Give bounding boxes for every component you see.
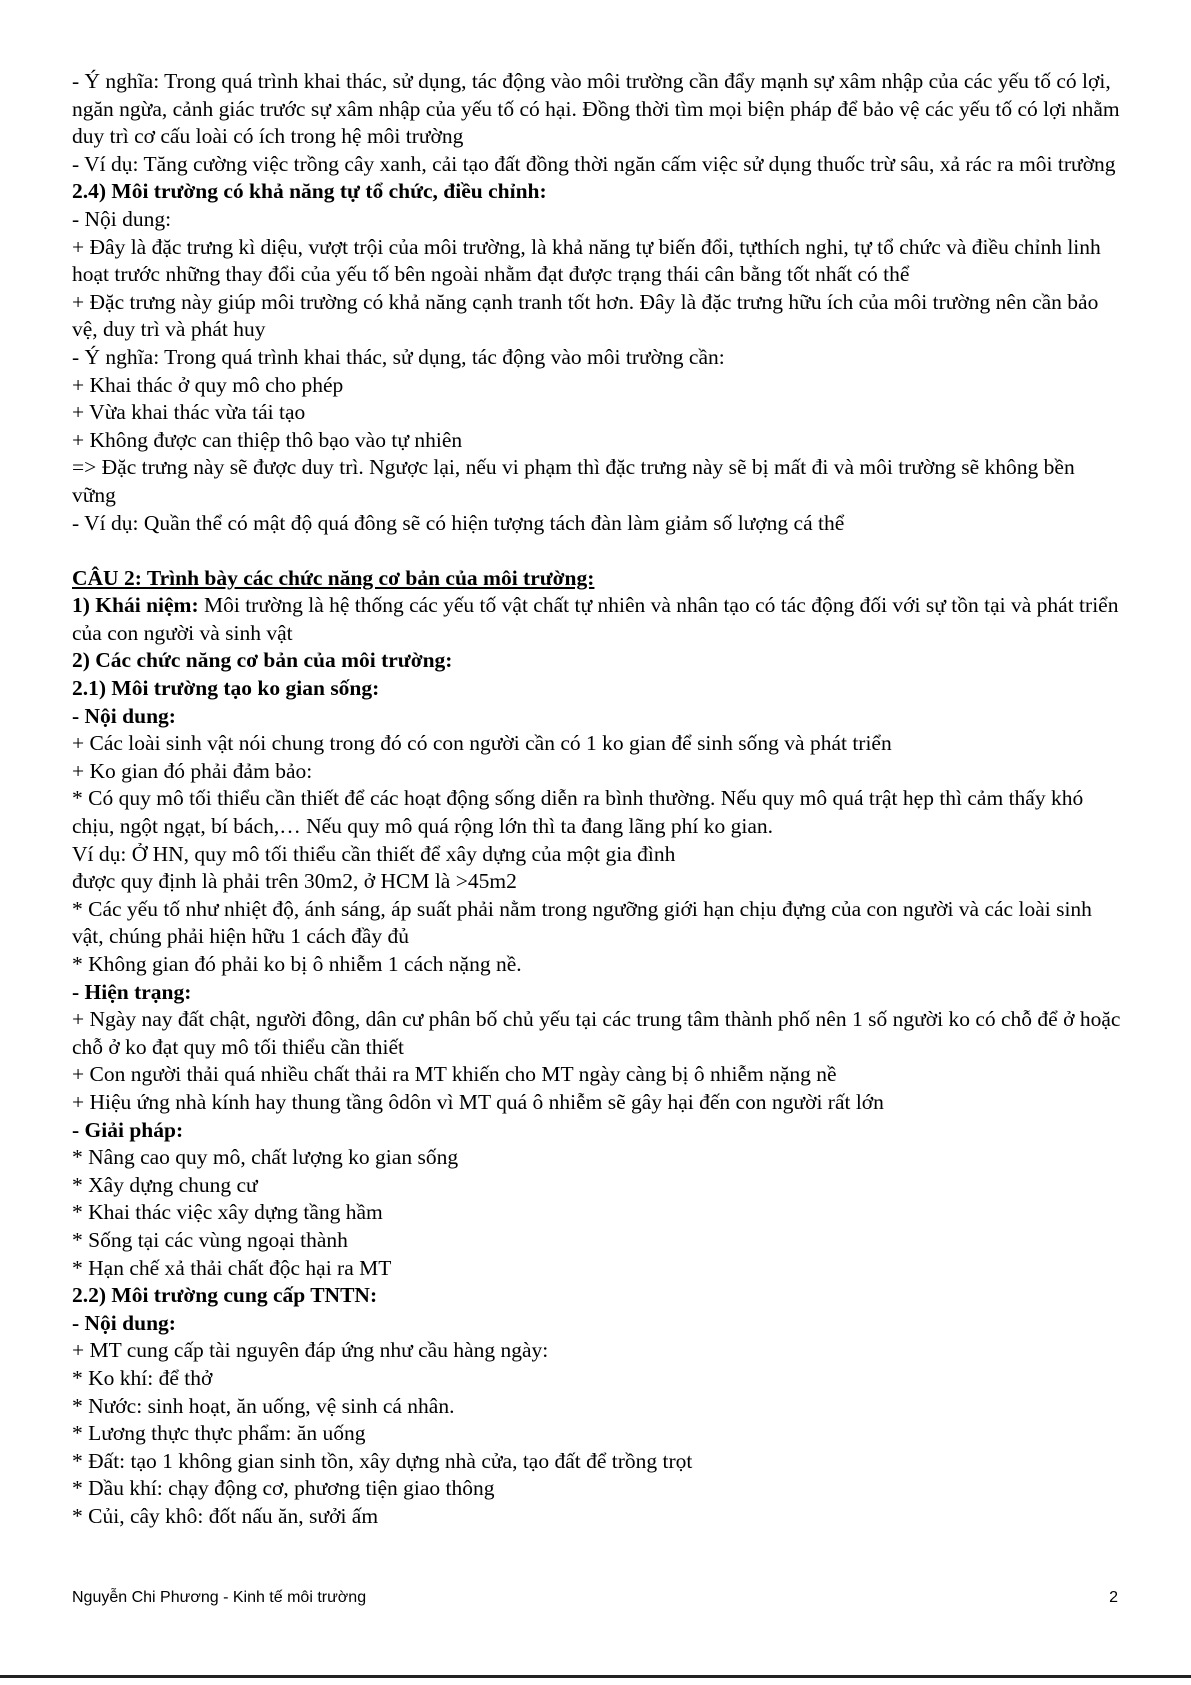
- page-number: 2: [1109, 1589, 1118, 1606]
- blank-line: [72, 537, 1122, 565]
- paragraph: * Khai thác việc xây dựng tầng hầm: [72, 1200, 383, 1225]
- paragraph: * Có quy mô tối thiểu cần thiết để các hoạt động sống diễn ra bình thường. Nếu quy mô quá trật hẹp thì cảm thấy khó chịu, ngột ngạt, bí bách,… Nếu quy mô quá rộng lớn thì ta đang lãng phí ko gian.: [72, 786, 1084, 839]
- paragraph: Ví dụ: Ở HN, quy mô tối thiểu cần thiết để xây dựng của một gia đình: [72, 841, 676, 866]
- paragraph: + Không được can thiệp thô bạo vào tự nhiên: [72, 427, 463, 452]
- paragraph-text: Môi trường là hệ thống các yếu tố vật chất tự nhiên và nhân tạo có tác động đối với sự tồn tại và phát triển của con người và sinh vật: [72, 593, 1119, 645]
- paragraph: + Đây là đặc trưng kì diệu, vượt trội của môi trường, là khả năng tự biến đổi, tựthích nghi, tự tổ chức và điều chỉnh linh hoạt trước những thay đổi của yếu tố bên ngoài nhằm đạt được trạng thái cân bằng tốt nhất có thể: [72, 234, 1101, 287]
- question-heading: CÂU 2: Trình bày các chức năng cơ bản của môi trường:: [72, 565, 595, 590]
- paragraph: + Các loài sinh vật nói chung trong đó có con người cần có 1 ko gian để sinh sống và phát triển: [72, 731, 892, 756]
- document-body: [72, 68, 1122, 1530]
- paragraph: * Các yếu tố như nhiệt độ, ánh sáng, áp suất phải nằm trong ngưỡng giới hạn chịu đựng của con người và các loài sinh vật, chúng phải hiện hữu 1 cách đầy đủ: [72, 896, 1092, 949]
- paragraph: được quy định là phải trên 30m2, ở HCM là >45m2: [72, 869, 517, 894]
- paragraph: * Lương thực thực phẩm: ăn uống: [72, 1421, 366, 1446]
- section-heading: - Nội dung:: [72, 703, 176, 728]
- paragraph: - Nội dung:: [72, 206, 172, 231]
- section-heading: - Hiện trạng:: [72, 979, 192, 1004]
- paragraph: * Sống tại các vùng ngoại thành: [72, 1227, 348, 1252]
- paragraph: + Khai thác ở quy mô cho phép: [72, 372, 344, 397]
- section-heading: - Giải pháp:: [72, 1117, 184, 1142]
- paragraph: + Hiệu ứng nhà kính hay thung tầng ôdôn vì MT quá ô nhiễm sẽ gây hại đến con người rất lớn: [72, 1089, 884, 1114]
- section-heading: - Nội dung:: [72, 1310, 176, 1335]
- paragraph: * Củi, cây khô: đốt nấu ăn, sưởi ấm: [72, 1503, 379, 1528]
- paragraph: + Ngày nay đất chật, người đông, dân cư phân bố chủ yếu tại các trung tâm thành phố nên 1 số người ko có chỗ để ở hoặc chỗ ở ko đạt quy mô tối thiểu cần thiết: [72, 1007, 1121, 1059]
- paragraph: * Nước: sinh hoạt, ăn uống, vệ sinh cá nhân.: [72, 1393, 455, 1418]
- paragraph: + Đặc trưng này giúp môi trường có khả năng cạnh tranh tốt hơn. Đây là đặc trưng hữu ích của môi trường nên cần bảo vệ, duy trì và phát huy: [72, 289, 1099, 342]
- paragraph: + MT cung cấp tài nguyên đáp ứng như cầu hàng ngày:: [72, 1338, 549, 1363]
- paragraph: - Ví dụ: Quần thể có mật độ quá đông sẽ có hiện tượng tách đàn làm giảm số lượng cá thể: [72, 510, 845, 535]
- bold-lead: 1) Khái niệm:: [72, 593, 199, 618]
- paragraph: * Ko khí: để thở: [72, 1365, 213, 1390]
- paragraph: * Đất: tạo 1 không gian sinh tồn, xây dựng nhà cửa, tạo đất để trồng trọt: [72, 1448, 693, 1473]
- paragraph: * Không gian đó phải ko bị ô nhiễm 1 cách nặng nề.: [72, 952, 522, 976]
- paragraph: + Vừa khai thác vừa tái tạo: [72, 400, 306, 425]
- paragraph: + Con người thải quá nhiều chất thải ra MT khiến cho MT ngày càng bị ô nhiễm nặng nề: [72, 1062, 837, 1087]
- page-bottom-rule: [0, 1675, 1191, 1678]
- paragraph: => Đặc trưng này sẽ được duy trì. Ngược lại, nếu vi phạm thì đặc trưng này sẽ bị mất đi và môi trường sẽ không bền vững: [72, 455, 1075, 507]
- section-heading: 2.4) Môi trường có khả năng tự tổ chức, điều chỉnh:: [72, 179, 547, 204]
- paragraph: - Ý nghĩa: Trong quá trình khai thác, sử dụng, tác động vào môi trường cần:: [72, 344, 725, 369]
- footer-author: Nguyễn Chi Phương - Kinh tế môi trường: [72, 1589, 367, 1606]
- section-heading: 2.2) Môi trường cung cấp TNTN:: [72, 1283, 378, 1308]
- paragraph: - Ví dụ: Tăng cường việc trồng cây xanh, cải tạo đất đồng thời ngăn cấm việc sử dụng thuốc trừ sâu, xả rác ra môi trường: [72, 151, 1116, 176]
- section-heading: 2) Các chức năng cơ bản của môi trường:: [72, 648, 453, 673]
- paragraph: [72, 592, 1122, 647]
- section-heading: 2.1) Môi trường tạo ko gian sống:: [72, 676, 380, 701]
- paragraph: - Ý nghĩa: Trong quá trình khai thác, sử dụng, tác động vào môi trường cần đẩy mạnh sự xâm nhập của các yếu tố có lợi, ngăn ngừa, cảnh giác trước sự xâm nhập của yếu tố có hại. Đồng thời tìm mọi biện pháp để bảo vệ các yếu tố có lợi nhằm duy trì cơ cấu loài có ích trong hệ môi trường: [72, 69, 1120, 149]
- paragraph: + Ko gian đó phải đảm bảo:: [72, 758, 313, 783]
- paragraph: * Hạn chế xả thải chất độc hại ra MT: [72, 1255, 392, 1280]
- paragraph: * Xây dựng chung cư: [72, 1172, 258, 1197]
- paragraph: * Nâng cao quy mô, chất lượng ko gian sống: [72, 1145, 459, 1170]
- paragraph: * Dầu khí: chạy động cơ, phương tiện giao thông: [72, 1476, 495, 1501]
